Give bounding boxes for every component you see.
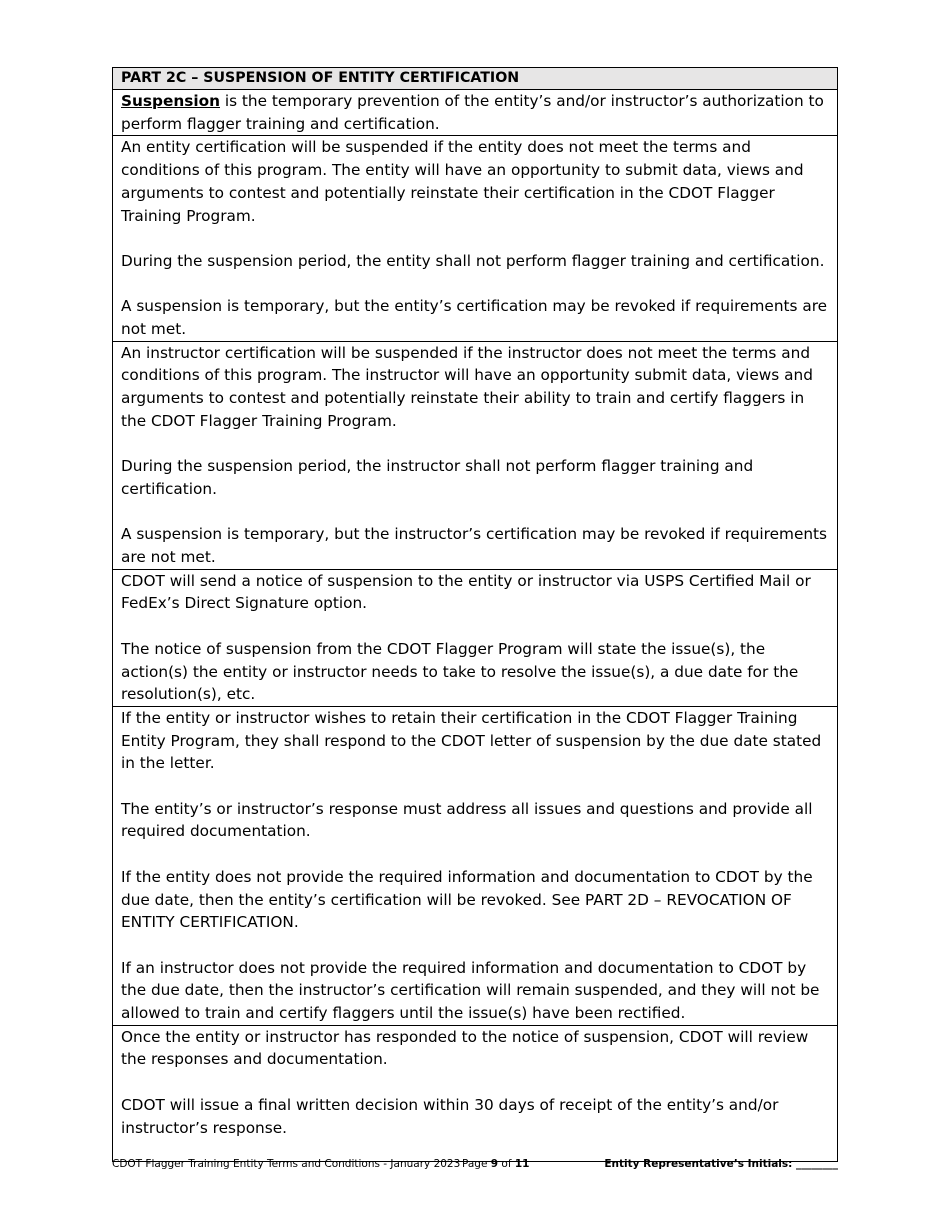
definition-cell: [113, 90, 838, 136]
row-cell-instructor-suspension: [113, 341, 838, 569]
paragraph: Once the entity or instructor has responded to the notice of suspension, CDOT will review the responses and documentation.: [121, 1027, 809, 1069]
paragraph: During the suspension period, the entity shall not perform flagger training and certification.: [121, 251, 825, 270]
paragraph: The notice of suspension from the CDOT Flagger Program will state the issue(s), the action(s) the entity or instructor needs to take to resolve the issue(s), a due date for the resolution(s), etc.: [121, 639, 799, 704]
definition-text: is the temporary prevention of the entity’s and/or instructor’s authorization to perform flagger training and certification.: [121, 92, 824, 133]
page-total: 11: [514, 1158, 530, 1170]
row-cell-response: [113, 706, 838, 1025]
paragraph: CDOT will send a notice of suspension to the entity or instructor via USPS Certified Mail or FedEx’s Direct Signature option.: [121, 571, 811, 613]
table-row: [113, 706, 838, 1025]
paragraph: An entity certification will be suspended if the entity does not meet the terms and conditions of this program. The entity will have an opportunity to submit data, views and arguments to contest and potentially reinstate their certification in the CDOT Flagger Training Program.: [121, 138, 804, 225]
row-cell-entity-suspension: [113, 136, 838, 341]
row-cell-notice: [113, 569, 838, 706]
paragraph: A suspension is temporary, but the instructor’s certification may be revoked if requirements are not met.: [121, 525, 828, 566]
paragraph: A suspension is temporary, but the entity’s certification may be revoked if requirements are not met.: [121, 297, 828, 338]
paragraph: If the entity does not provide the required information and documentation to CDOT by the due date, then the entity’s certification will be revoked. See PART 2D – REVOCATION OF ENTITY CERTIFICATION.: [121, 867, 813, 932]
page-current: 9: [490, 1158, 499, 1170]
suspension-table: [112, 67, 838, 1162]
paragraph: During the suspension period, the instructor shall not perform flagger training and certification.: [121, 457, 754, 498]
table-row: [113, 569, 838, 706]
page-footer: [112, 1158, 838, 1174]
definition-term: Suspension: [121, 92, 220, 110]
table-row: [113, 341, 838, 569]
row-cell-decision: [113, 1025, 838, 1161]
page-of: of: [498, 1158, 515, 1170]
paragraph: The entity’s or instructor’s response must address all issues and questions and provide all required documentation.: [121, 799, 813, 841]
paragraph: CDOT will issue a final written decision within 30 days of receipt of the entity’s and/or instructor’s response.: [121, 1095, 779, 1137]
table-row: [113, 136, 838, 341]
footer-page-number: [462, 1158, 530, 1170]
footer-initials-field: Entity Representative’s Initials: ________: [604, 1158, 838, 1170]
paragraph: If an instructor does not provide the required information and documentation to CDOT by the due date, then the instructor’s certification will remain suspended, and they will not be allowed to train and certify flaggers until the issue(s) have been rectified.: [121, 958, 820, 1022]
page-prefix: Page: [462, 1158, 491, 1170]
footer-document-title: CDOT Flagger Training Entity Terms and Conditions - January 2023: [112, 1158, 461, 1170]
paragraph: If the entity or instructor wishes to retain their certification in the CDOT Flagger Training Entity Program, they shall respond to the CDOT letter of suspension by the due date stated in the letter.: [121, 708, 822, 773]
table-row: [113, 1025, 838, 1161]
paragraph: An instructor certification will be suspended if the instructor does not meet the terms and conditions of this program. The instructor will have an opportunity submit data, views and arguments to contest and potentially reinstate their ability to train and certify flaggers in the CDOT Flagger Training Program.: [121, 343, 813, 430]
section-title: PART 2C – SUSPENSION OF ENTITY CERTIFICATION: [113, 68, 838, 90]
definition-row: [113, 90, 838, 136]
table-header-row: [113, 68, 838, 90]
